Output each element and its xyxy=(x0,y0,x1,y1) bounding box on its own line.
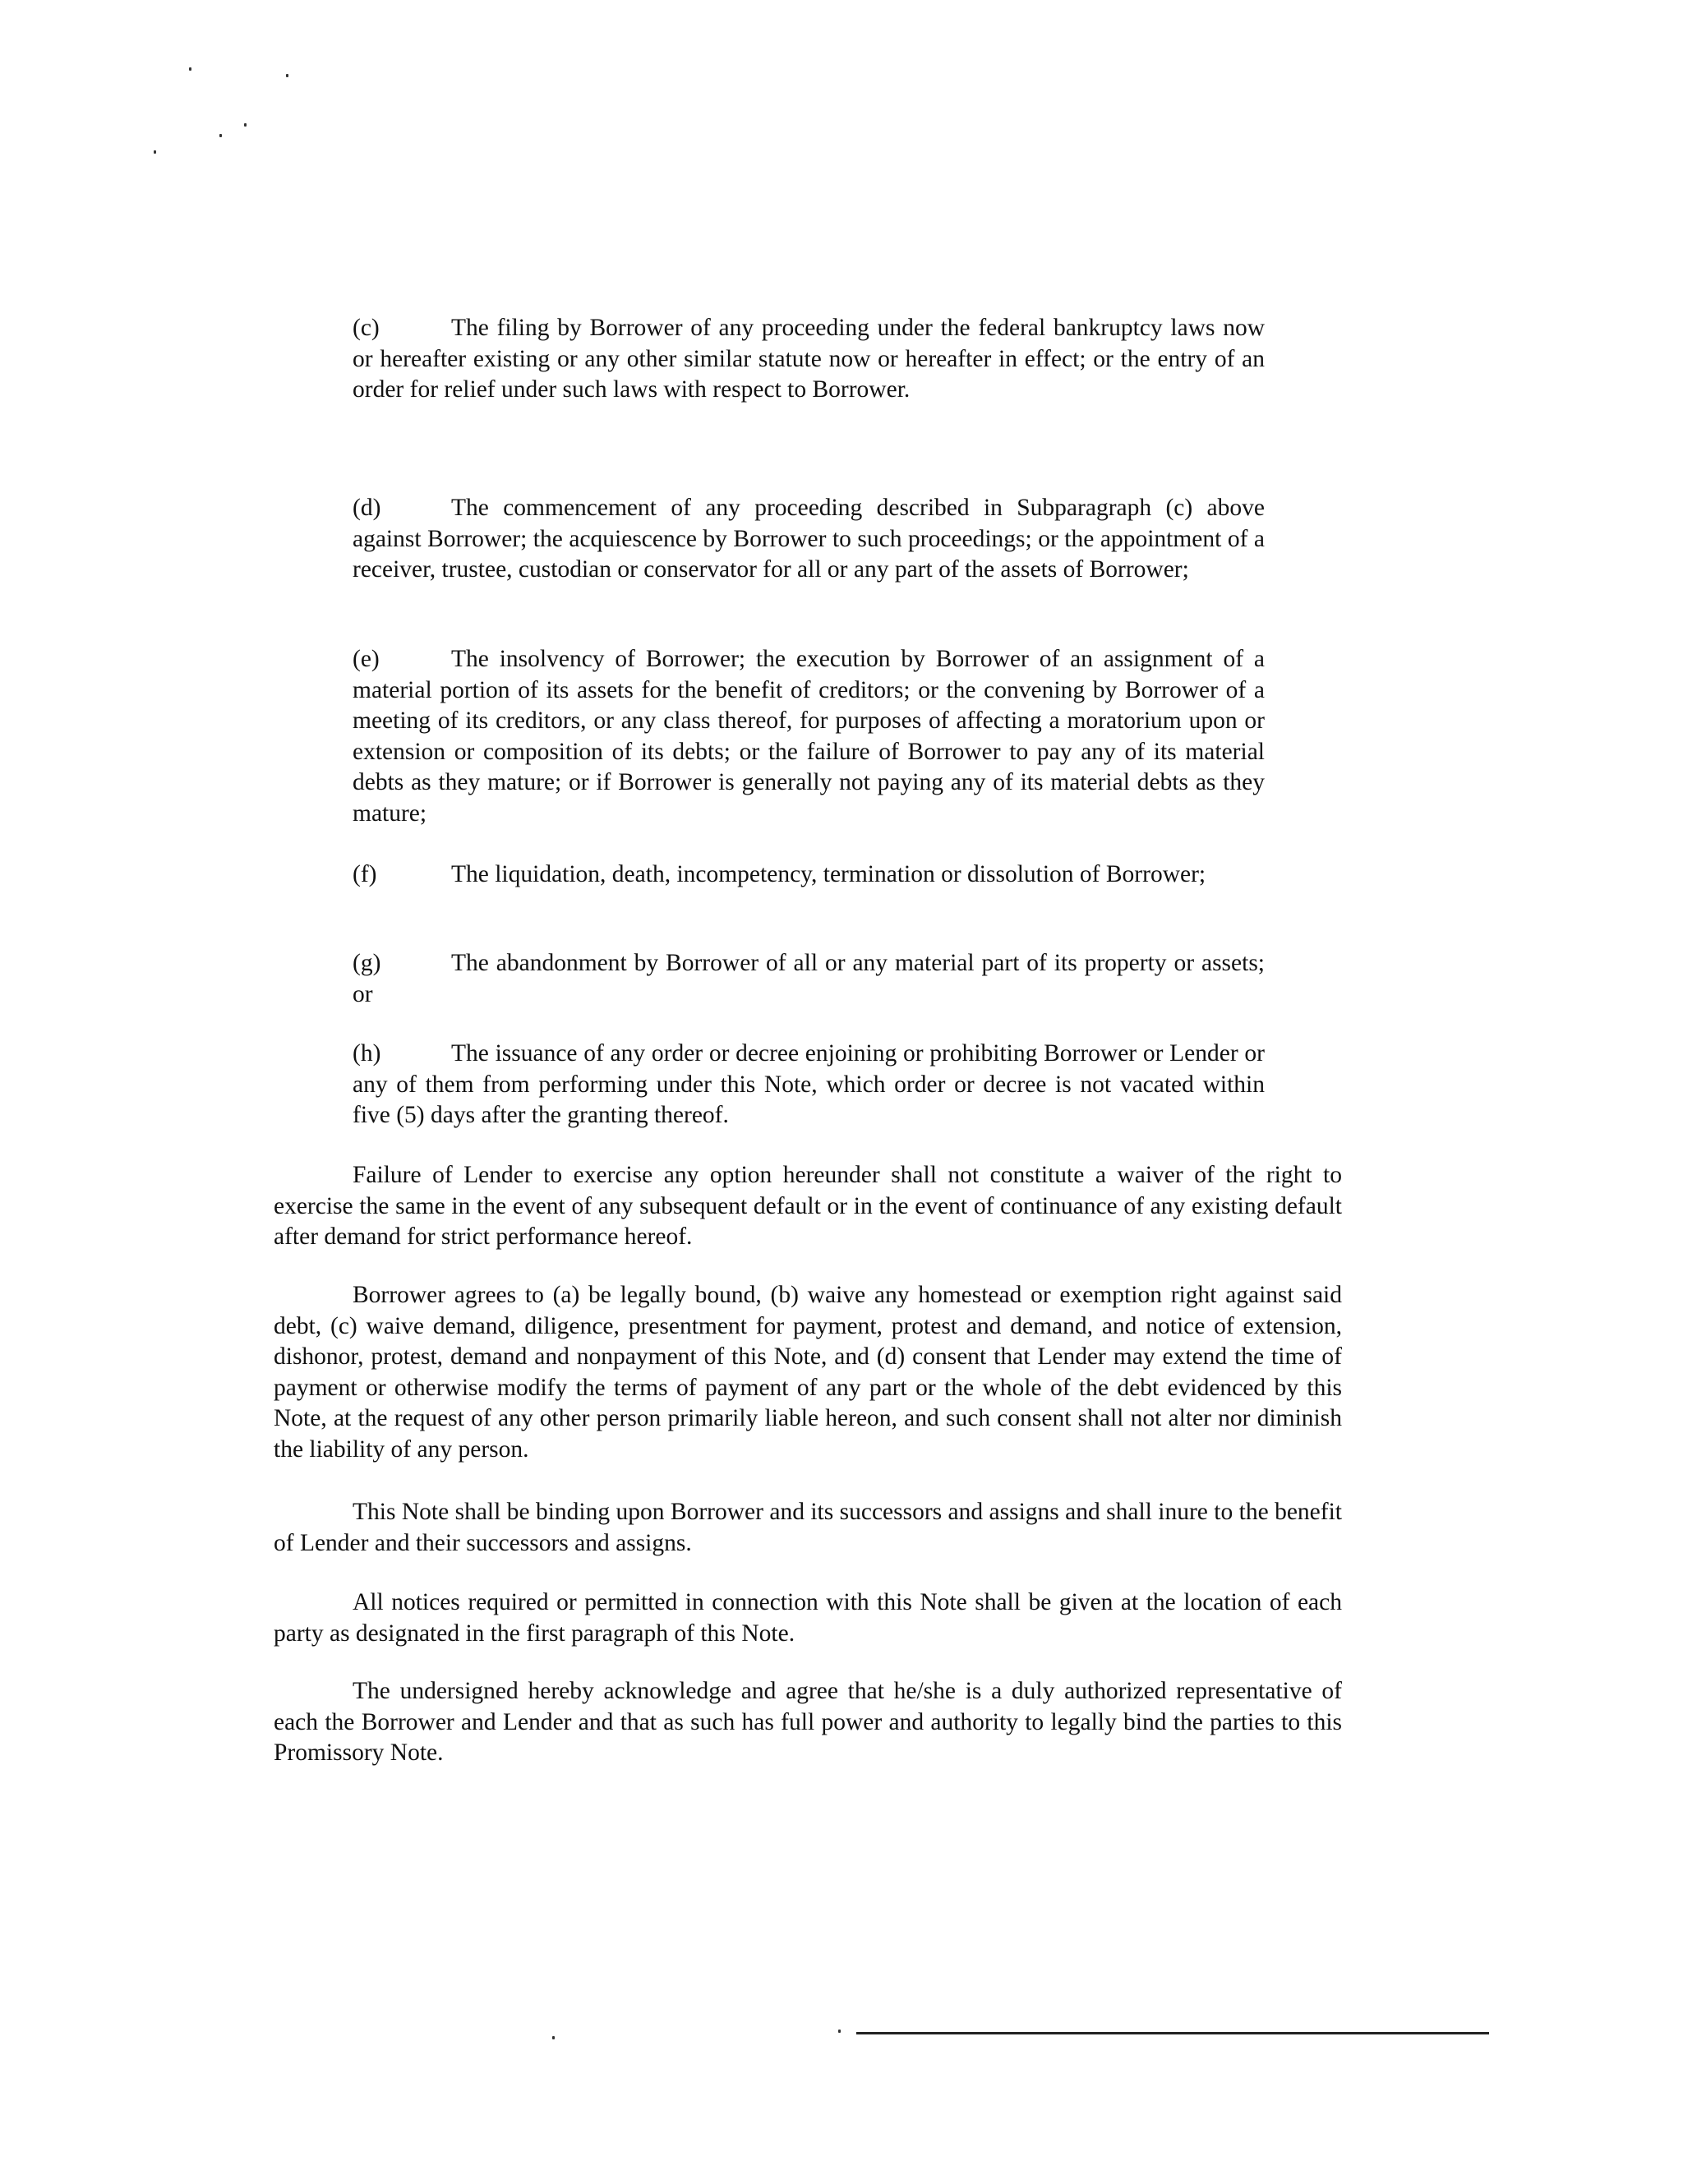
scan-speck xyxy=(189,67,191,71)
scan-speck xyxy=(552,2036,555,2039)
paragraph-binding xyxy=(274,1497,1342,1559)
subparagraph-text: The issuance of any order or decree enjoining or prohibiting Borrower or Lender or any of them from performing under this Note, which order or decree is not vacated within five (5) days after the granting thereof. xyxy=(353,1040,1265,1128)
subparagraph-e xyxy=(353,644,1265,829)
paragraph-text: Borrower agrees to (a) be legally bound, (b) waive any homestead or exemption right against said debt, (c) waive demand, diligence, presentment for payment, protest and demand, and notice of extension, dishonor, protest, demand and nonpayment of this Note, and (d) consent that Lender may extend the time of payment or otherwise modify the terms of payment of any part or the whole of the debt evidenced by this Note, at the request of any other person primarily liable hereon, and such consent shall not alter nor diminish the liability of any person. xyxy=(274,1282,1342,1463)
subparagraph-d xyxy=(353,493,1265,586)
scan-speck xyxy=(154,150,156,154)
paragraph-text: This Note shall be binding upon Borrower and its successors and assigns and shall inure to the benefit of Lender and their successors and assigns. xyxy=(274,1499,1342,1556)
subparagraph-h xyxy=(353,1039,1265,1131)
paragraph-text: All notices required or permitted in connection with this Note shall be given at the location of each party as designated in the first paragraph of this Note. xyxy=(274,1589,1342,1647)
scan-speck xyxy=(244,123,247,127)
paragraph-authority xyxy=(274,1676,1342,1769)
scan-speck xyxy=(286,74,288,77)
subparagraph-text: The insolvency of Borrower; the execution by Borrower of an assignment of a material portion of its assets for the benefit of creditors; or the convening by Borrower of a meeting of its creditors, or any class thereof, for purposes of affecting a moratorium upon or extension or composition of its debts; or the failure of Borrower to pay any of its material debts as they mature; or if Borrower is generally not paying any of its material debts as they mature; xyxy=(353,646,1265,827)
signature-line xyxy=(856,2032,1489,2034)
subparagraph-text: The abandonment by Borrower of all or any material part of its property or assets; or xyxy=(353,950,1265,1007)
subparagraph-mark: (e) xyxy=(353,646,380,672)
subparagraph-mark: (h) xyxy=(353,1040,381,1067)
paragraph-notices xyxy=(274,1587,1342,1649)
scan-speck xyxy=(219,134,222,137)
subparagraph-mark: (g) xyxy=(353,950,381,976)
paragraph-waiver xyxy=(274,1160,1342,1253)
subparagraph-mark: (c) xyxy=(353,315,380,341)
subparagraph-text: The commencement of any proceeding described in Subparagraph (c) above against Borrower; the acquiescence by Borrower to such proceedings; or the appointment of a receiver, trustee, custodian or conservator for all or any part of the assets of Borrower; xyxy=(353,495,1265,583)
subparagraph-g xyxy=(353,948,1265,1010)
subparagraph-text: The liquidation, death, incompetency, termination or dissolution of Borrower; xyxy=(451,861,1206,887)
subparagraph-text: The filing by Borrower of any proceeding under the federal bankruptcy laws now or hereafter existing or any other similar statute now or hereafter in effect; or the entry of an order for relief under such laws with respect to Borrower. xyxy=(353,315,1265,403)
subparagraph-mark: (f) xyxy=(353,861,377,887)
paragraph-text: Failure of Lender to exercise any option hereunder shall not constitute a waiver of the right to exercise the same in the event of any subsequent default or in the event of continuance of any existing default after demand for strict performance hereof. xyxy=(274,1162,1342,1250)
paragraph-text: The undersigned hereby acknowledge and agree that he/she is a duly authorized representative of each the Borrower and Lender and that as such has full power and authority to legally bind the parties to this Promissory Note. xyxy=(274,1678,1342,1766)
paragraph-borrower-agrees xyxy=(274,1280,1342,1465)
subparagraph-c xyxy=(353,313,1265,406)
scan-speck xyxy=(838,2030,841,2033)
subparagraph-f xyxy=(353,859,1265,891)
subparagraph-mark: (d) xyxy=(353,495,381,521)
